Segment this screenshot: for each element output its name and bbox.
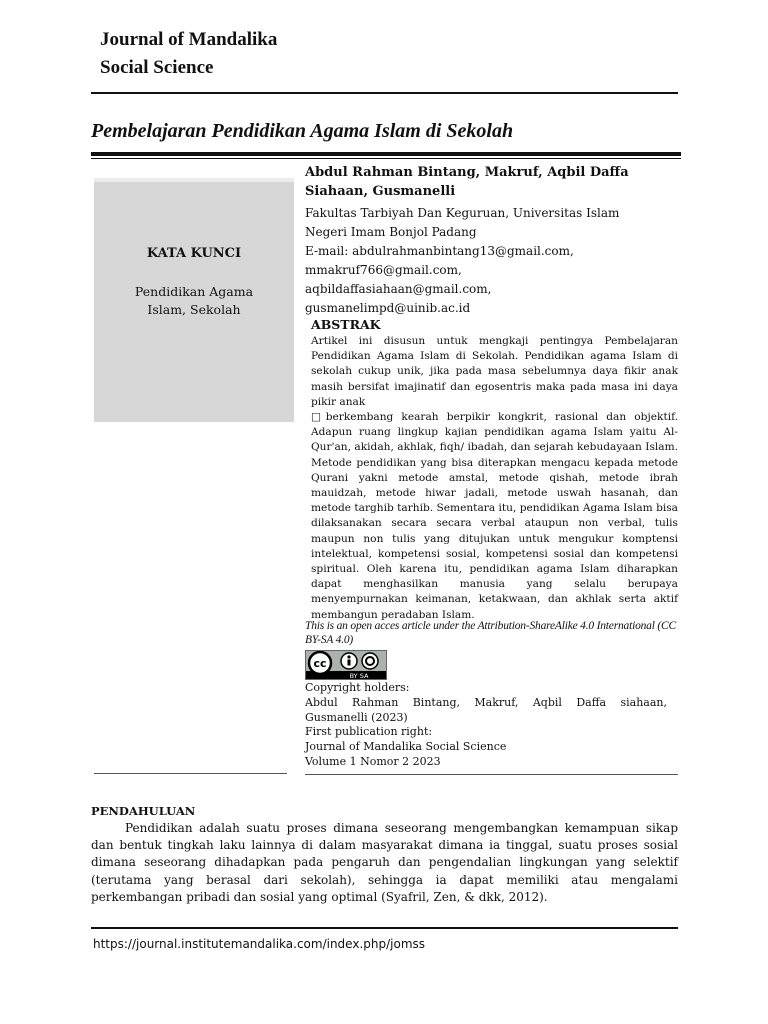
license-statement: This is an open acces article under the Attribution-ShareAlike 4.0 International (CC BY-SA 4.0) <box>305 620 676 646</box>
keywords-box <box>94 178 294 422</box>
header-rule <box>91 92 678 94</box>
cc-by-sa-badge-icon <box>305 650 387 680</box>
abstract-heading: ABSTRAK <box>311 317 381 332</box>
journal-url-link[interactable]: https://journal.institutemandalika.com/index.php/jomss <box>93 937 426 951</box>
title-rule-thin <box>91 158 681 159</box>
introduction-heading: PENDAHULUAN <box>91 804 196 818</box>
publication-journal: Journal of Mandalika Social Science <box>305 740 507 754</box>
article-affiliation: Fakultas Tarbiyah Dan Keguruan, Universitas Islam Negeri Imam Bonjol Padang <box>305 206 620 239</box>
introduction-text <box>91 820 678 906</box>
title-rule-thick <box>91 152 681 156</box>
keywords-text <box>94 283 294 319</box>
article-emails: E-mail: abdulrahmanbintang13@gmail.com, mmakruf766@gmail.com, aqbildaffasiahaan@gmail.com, gusmanelimpd@uinib.ac.id <box>305 244 574 315</box>
journal-title-line2: Social Science <box>100 57 214 78</box>
svg-text:cc: cc <box>313 657 327 670</box>
copyright-block <box>305 681 667 770</box>
cc-badge-label: BY SA <box>349 672 369 679</box>
abstract-body <box>311 334 678 623</box>
journal-title <box>100 26 277 82</box>
keywords-heading: KATA KUNCI <box>146 246 242 261</box>
journal-title-line1: Journal of Mandalika <box>100 29 278 50</box>
frontmatter-rule-right <box>305 774 678 775</box>
publication-volume: Volume 1 Nomor 2 2023 <box>305 754 441 768</box>
footer-rule <box>91 927 678 929</box>
keywords-value: Pendidikan Agama Islam, Sekolah <box>134 284 254 317</box>
frontmatter-rule-left <box>94 773 287 774</box>
publication-label: First publication right: <box>305 725 433 739</box>
article-authors: Abdul Rahman Bintang, Makruf, Aqbil Daffa Siahaan, Gusmanelli <box>305 165 629 199</box>
article-title: Pembelajaran Pendidikan Agama Islam di Sekolah <box>91 120 514 142</box>
introduction-paragraph: Pendidikan adalah suatu proses dimana seseorang mengembangkan kemampuan sikap dan bentuk tingkah laku lainnya di dalam masyarakat dimana ia tinggal, suatu proses sosial dimana seseorang dihadapkan pada pengaruh dan pengendalian lingkungan yang selektif (terutama yang berasal dari sekolah), sehingga ia dapat memiliki atau mengalami perkembangan pribadi dan sosial yang optimal (Syafril, Zen, & dkk, 2012). <box>91 821 678 904</box>
abstract-paragraph-1: Artikel ini disusun untuk mengkaji pentingya Pembelajaran Pendidikan Agama Islam di Sekolah. Pendidikan agama Islam di sekolah cukup unik, jika pada masa sebelumnya daya fikir anak masih bersifat imajinatif dan egosentris maka pada masa ini daya pikir anak <box>311 335 678 408</box>
article-affiliation-block <box>305 204 685 318</box>
copyright-holders: Abdul Rahman Bintang, Makruf, Aqbil Daffa siahaan, Gusmanelli (2023) <box>305 695 667 724</box>
copyright-label: Copyright holders: <box>305 681 410 694</box>
abstract-paragraph-2: □berkembang kearah berpikir kongkrit, rasional dan objektif. Adapun ruang lingkup kajian pendidikan agama Islam yaitu Al-Qur'an, akidah, akhlak, fiqh/ ibadah, dan sejarah kebudayaan Islam. Metode pendidikan yang bisa diterapkan mengacu kepada metode Qurani yakni metode amstal, metode qishah, metode ibrah mauidzah, metode hiwar jadali, metode uswah hasanah, dan metode targhib tarhib. Sementara itu, pendidikan Agama Islam bisa dilaksanakan secara secara verbal ataupun non verbal, tulis maupun non tulis yang ditujukan untuk mengukur komptensi intelektual, kompetensi sosial, kompetensi sosial dan kompetensi spiritual. Oleh karena itu, pendidikan agama Islam diharapkan dapat menghasilkan manusia yang selalu berupaya menyempurnakan keimanan, ketakwaan, dan akhlak serta aktif membangun peradaban Islam. <box>311 411 678 621</box>
